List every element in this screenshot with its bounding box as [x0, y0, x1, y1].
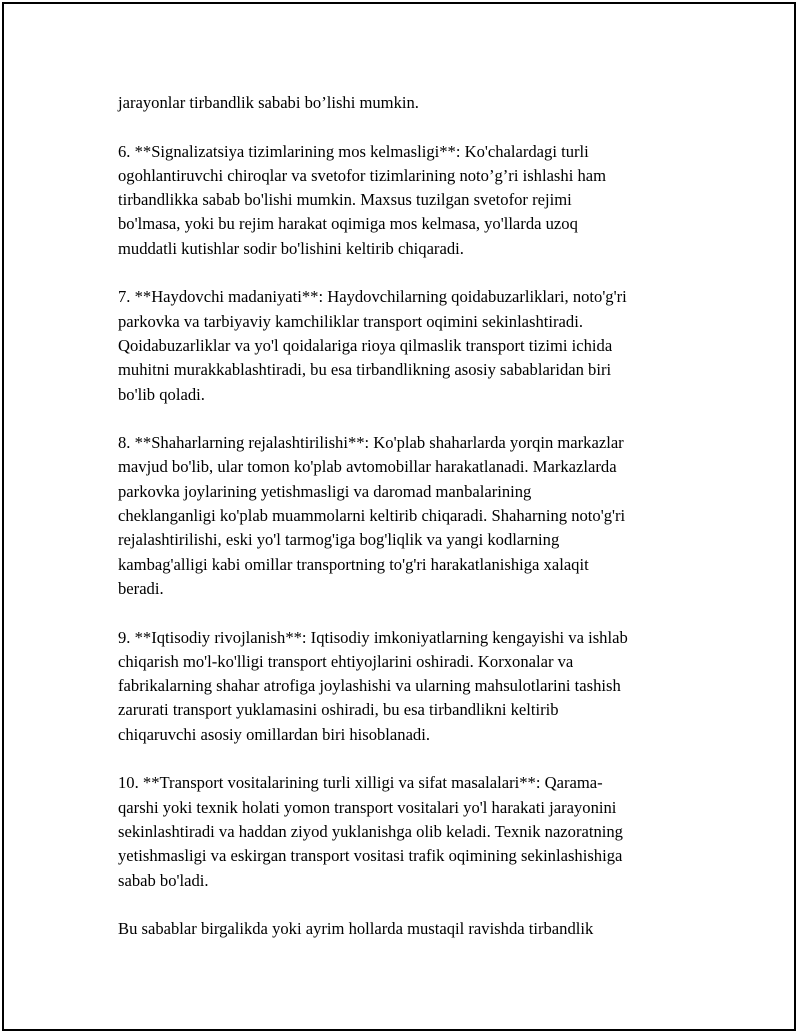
paragraph-gap: [118, 893, 678, 917]
document-body: [118, 91, 678, 941]
paragraph-gap: [118, 261, 678, 285]
paragraph-item-9: 9. **Iqtisodiy rivojlanish**: Iqtisodiy imkoniyatlarning kengayishi va ishlab chiqarish mo'l-ko'lligi transport ehtiyojlarini oshiradi. Korxonalar va fabrikalarning shahar atrofiga joylashishi va ularning mahsulotlarini tashish zarurati transport yuklamasini oshiradi, bu esa tirbandlikni keltirib chiqaruvchi asosiy omillardan biri hisoblanadi.: [118, 627, 628, 744]
paragraph-item-6: 6. **Signalizatsiya tizimlarining mos kelmasligi**: Ko'chalardagi turli ogohlantiruvchi chiroqlar va svetofor tizimlarining noto’g’ri ishlashi ham tirbandlikka sabab bo'lishi mumkin. Maxsus tuzilgan svetofor rejimi bo'lmasa, yoki bu rejim harakat oqimiga mos kelmasa, yo'llarda uzoq muddatli kutishlar sodir bo'lishini keltirib chiqaradi.: [118, 141, 607, 258]
paragraph-gap: [118, 407, 678, 431]
paragraph-gap: [118, 115, 678, 139]
paragraph-item-10: 10. **Transport vositalarining turli xilligi va sifat masalalari**: Qarama- qarshi yoki texnik holati yomon transport vositalari yo'l harakati jarayonini sekinlashtiradi va haddan ziyod yuklanishga olib keladi. Texnik nazoratning yetishmasligi va eskirgan transport vositasi trafik oqimining sekinlashishiga sabab bo'ladi.: [118, 773, 623, 890]
paragraph-gap: [118, 601, 678, 625]
paragraph-item-8: 8. **Shaharlarning rejalashtirilishi**: Ko'plab shaharlarda yorqin markazlar mavjud bo'lib, ular tomon ko'plab avtomobillar harakatlanadi. Markazlarda parkovka joylarining yetishmasligi va daromad manbalarining cheklanganligi ko'plab muammolarni keltirib chiqaradi. Shaharning noto'g'ri rejalashtirilishi, eski yo'l tarmog'iga bog'liqlik va yangi kodlarning kambag'alligi kabi omillar transportning to'g'ri harakatlanishiga xalaqit beradi.: [118, 433, 626, 598]
paragraph-gap: [118, 747, 678, 771]
paragraph-item-7: 7. **Haydovchi madaniyati**: Haydovchilarning qoidabuzarliklari, noto'g'ri parkovka va tarbiyaviy kamchiliklar transport oqimini sekinlashtiradi. Qoidabuzarliklar va yo'l qoidalariga rioya qilmaslik transport tizimi ichida muhitni murakkablashtiradi, bu esa tirbandlikning asosiy sabablaridan biri bo'lib qoladi.: [118, 287, 627, 404]
paragraph-conclusion: Bu sabablar birgalikda yoki ayrim hollarda mustaqil ravishda tirbandlik: [118, 919, 594, 939]
paragraph-continuation: jarayonlar tirbandlik sababi bo’lishi mumkin.: [118, 93, 419, 112]
